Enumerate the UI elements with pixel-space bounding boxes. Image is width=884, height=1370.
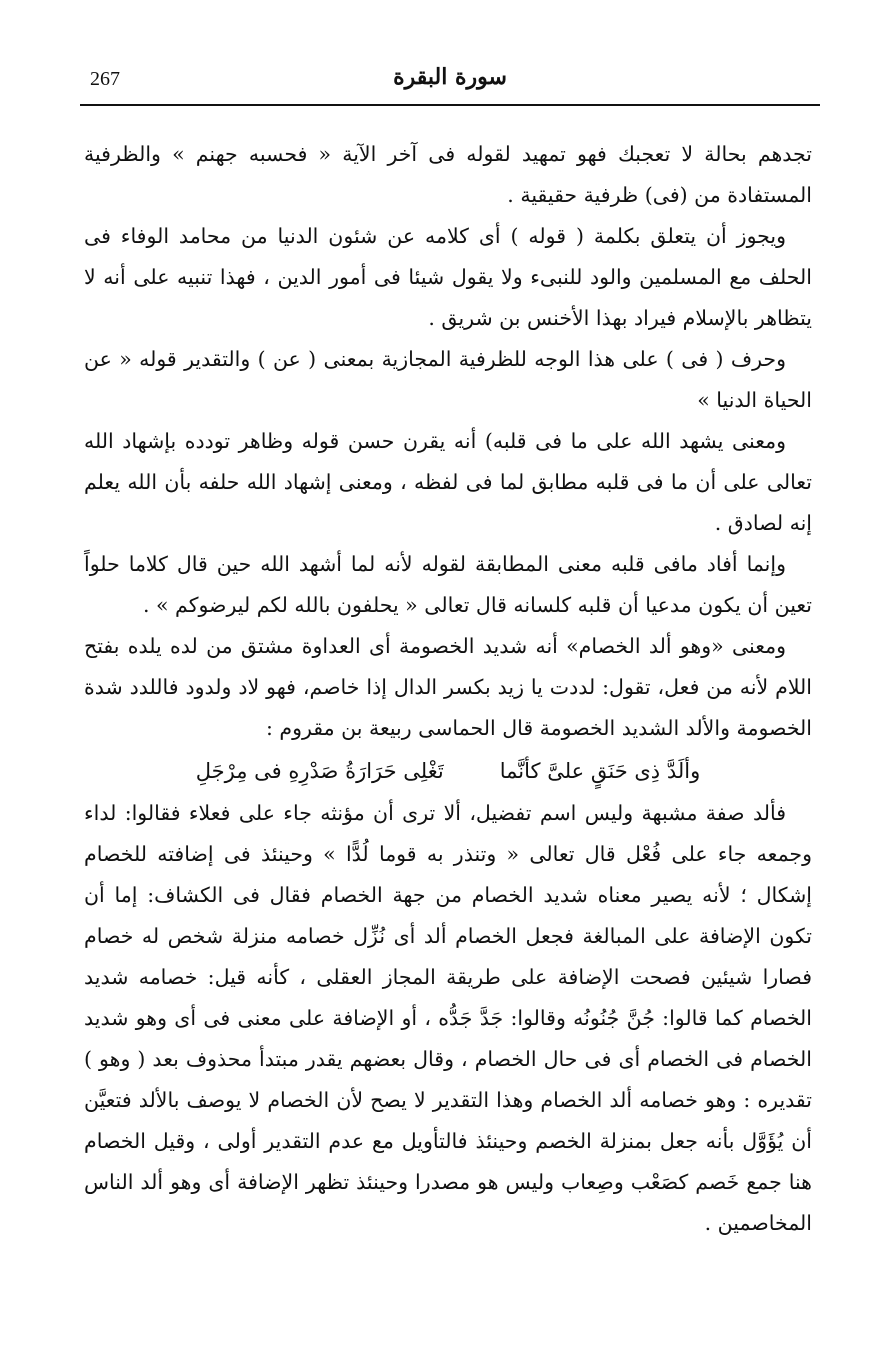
page-header <box>80 62 820 102</box>
paragraph: ومعنى يشهد الله على ما فى قلبه) أنه يقرن حسن قوله وظاهر تودده بإشهاد الله تعالى على أن ما فى قلبه مطابق لما فى لفظه ، ومعنى إشهاد الله حلفه بأن الله يعلم إنه لصادق . <box>84 429 812 535</box>
header-divider <box>80 104 820 106</box>
paragraph: فألد صفة مشبهة وليس اسم تفضيل، ألا ترى أن مؤنثه جاء على فعلاء فقالوا: لداء وجمعه جاء على فُعْل قال تعالى « وتنذر به قوما لُدًّا » وحينئذ فى إضافته للخصام إشكال ؛ لأنه يصير معناه شديد الخصام من جهة الخصام فقال فى الكشاف: إما أن تكون الإضافة على المبالغة فجعل الخصام ألد أى نُزِّل خصامه منزلة شخص له خصام فصارا شيئين فصحت الإضافة على طريقة المجاز العقلى ، كأنه قيل: خصامه شديد الخصام كما قالوا: جُنَّ جُنُونُه وقالوا: جَدَّ جَدُّه ، أو الإضافة على معنى فى أى وهو شديد الخصام فى الخصام أى فى حال الخصام ، وقال بعضهم يقدر مبتدأ محذوف بعد ( وهو ) تقديره : وهو خصامه ألد الخصام وهذا التقدير لا يصح لأن الخصام لا يوصف بالألد فتعيَّن أن يُؤَوَّل بأنه جعل بمنزلة الخصم وحينئذ فالتأويل مع عدم التقدير أولى ، وقيل الخصام هنا جمع خَصم كصَعْب وصِعاب وليس هو مصدرا وحينئذ تظهر الإضافة أى وهو ألد الناس المخاصمين . <box>84 801 812 1235</box>
paragraph: ويجوز أن يتعلق بكلمة ( قوله ) أى كلامه عن شئون الدنيا من محامد الوفاء فى الحلف مع المسلمين والود للنبىء ولا يقول شيئا فى أمور الدين ، فهذا تنبيه على أنه لا يتظاهر بالإسلام فيراد بهذا الأخنس بن شريق . <box>84 224 812 330</box>
poetry-verse <box>84 749 812 793</box>
paragraph: تجدهم بحالة لا تعجبك فهو تمهيد لقوله فى آخر الآية « فحسبه جهنم » والظرفية المستفادة من (فى) ظرفية حقيقية . <box>84 142 812 207</box>
main-text <box>84 134 812 1244</box>
page-number: 267 <box>90 68 120 90</box>
paragraph: وإنما أفاد مافى قلبه معنى المطابقة لقوله لأنه لما أشهد الله حين قال كلاما حلواً تعين أن يكون مدعيا أن قلبه كلسانه قال تعالى « يحلفون بالله لكم ليرضوكم » . <box>84 552 812 617</box>
paragraph: ومعنى «وهو ألد الخصام» أنه شديد الخصومة أى العداوة مشتق من لده يلده بفتح اللام لأنه من فعل، تقول: لددت يا زيد بكسر الدال إذا خاصم، فهو لاد ولدود فاللدد شدة الخصومة والألد الشديد الخصومة قال الحماسى ربيعة بن مقروم : <box>84 634 812 740</box>
verse-second-hemistich: تَغْلِى حَرَارَةُ صَدْرِهِ فى مِرْجَلِ <box>195 759 444 783</box>
verse-first-hemistich: وألَدَّ ذِى حَنَقٍ علىَّ كأنَّما <box>499 759 701 783</box>
paragraph: وحرف ( فى ) على هذا الوجه للظرفية المجازية بمعنى ( عن ) والتقدير قوله « عن الحياة الدنيا » <box>84 347 812 412</box>
surah-title: سورة البقرة <box>393 64 507 90</box>
